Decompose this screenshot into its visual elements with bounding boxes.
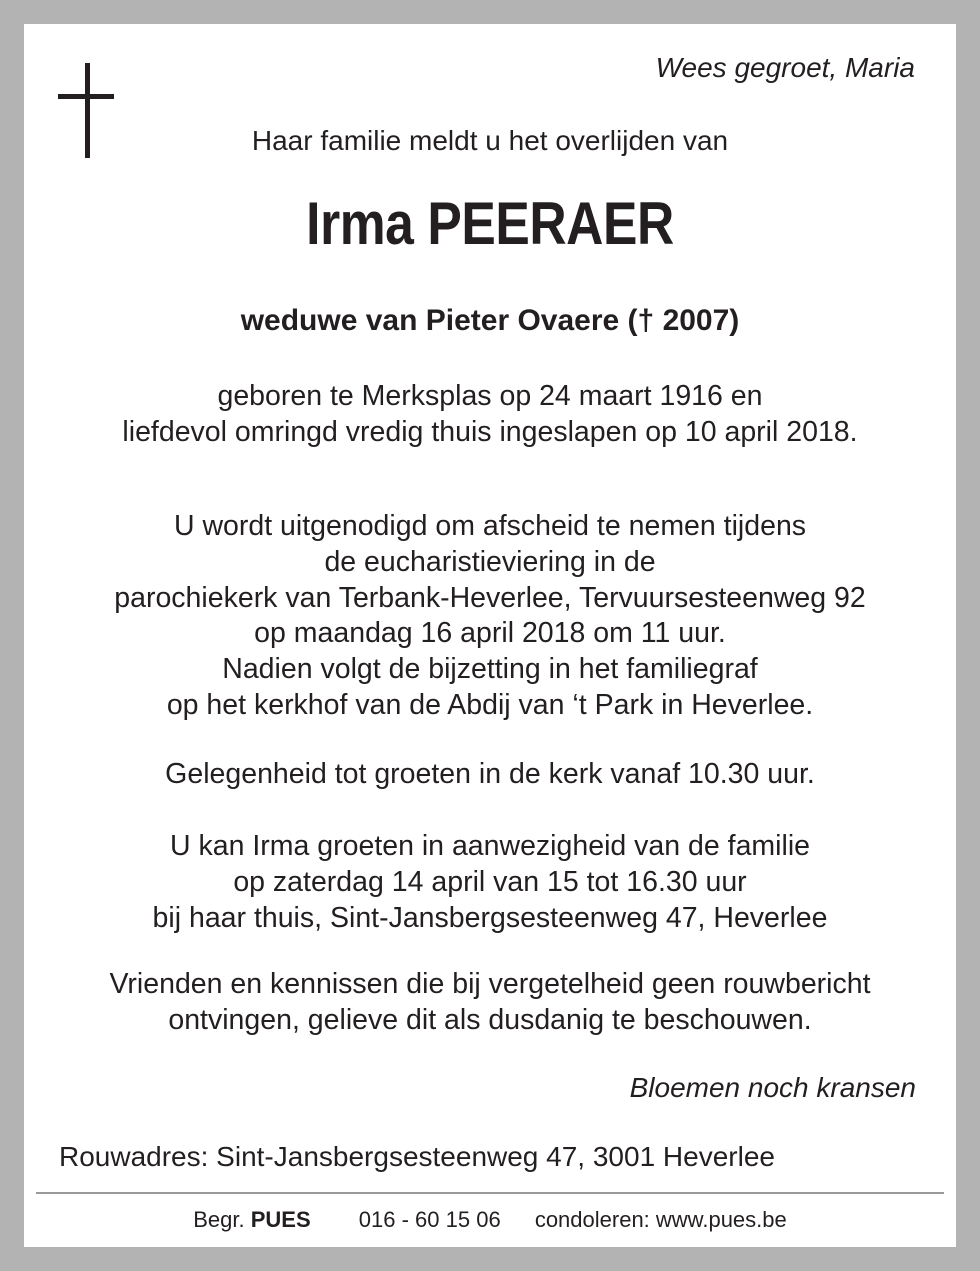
- footer: [24, 1207, 956, 1233]
- text-line: de eucharistieviering in de: [324, 545, 656, 578]
- church-greeting-paragraph: [24, 757, 956, 793]
- text-line: geboren te Merksplas op 24 maart 1916 en: [217, 380, 763, 412]
- prayer-line: Wees gegroet, Maria: [655, 52, 915, 83]
- text-line: U wordt uitgenodigd om afscheid te nemen tijdens: [173, 510, 807, 542]
- birth-death-paragraph: [24, 379, 956, 451]
- phone-number: 016 - 60 15 06: [358, 1207, 501, 1232]
- text-line: Vrienden en kennissen die bij vergetelheid geen rouwbericht: [109, 968, 871, 1000]
- flowers-note: Bloemen noch kransen: [629, 1072, 916, 1103]
- undertaker-prefix: Begr.: [193, 1207, 245, 1232]
- text-line: liefdevol omringd vredig thuis ingeslapen op 10 april 2018.: [122, 415, 858, 448]
- text-line: bij haar thuis, Sint-Jansbergsesteenweg 47, Heverlee: [152, 901, 828, 934]
- friends-paragraph: [24, 967, 956, 1039]
- spouse-line: weduwe van Pieter Ovaere († 2007): [240, 304, 740, 337]
- text-line: op maandag 16 april 2018 om 11 uur.: [254, 617, 726, 650]
- text-line: Gelegenheid tot groeten in de kerk vanaf 10.30 uur.: [165, 758, 815, 790]
- mourning-address: Rouwadres: Sint-Jansbergsesteenweg 47, 3001 Heverlee: [59, 1141, 775, 1172]
- text-line: op zaterdag 14 april van 15 tot 16.30 uur: [233, 865, 747, 898]
- text-line: ontvingen, gelieve dit als dusdanig te beschouwen.: [168, 1003, 812, 1036]
- divider: [36, 1192, 944, 1194]
- text-line: op het kerkhof van de Abdij van ‘t Park in Heverlee.: [166, 688, 814, 721]
- condolences-link[interactable]: condoleren: www.pues.be: [534, 1207, 787, 1232]
- home-greeting-paragraph: [24, 829, 956, 936]
- death-notice-card: [24, 24, 956, 1247]
- ceremony-paragraph: [24, 509, 956, 724]
- text-line: parochiekerk van Terbank-Heverlee, Tervuursesteenweg 92: [114, 581, 866, 614]
- text-line: U kan Irma groeten in aanwezigheid van de familie: [169, 830, 811, 862]
- text-line: Nadien volgt de bijzetting in het familiegraf: [222, 653, 758, 686]
- intro-line: Haar familie meldt u het overlijden van: [251, 125, 729, 156]
- undertaker-name: PUES: [250, 1207, 311, 1232]
- deceased-name: Irma PEERAER: [306, 190, 674, 257]
